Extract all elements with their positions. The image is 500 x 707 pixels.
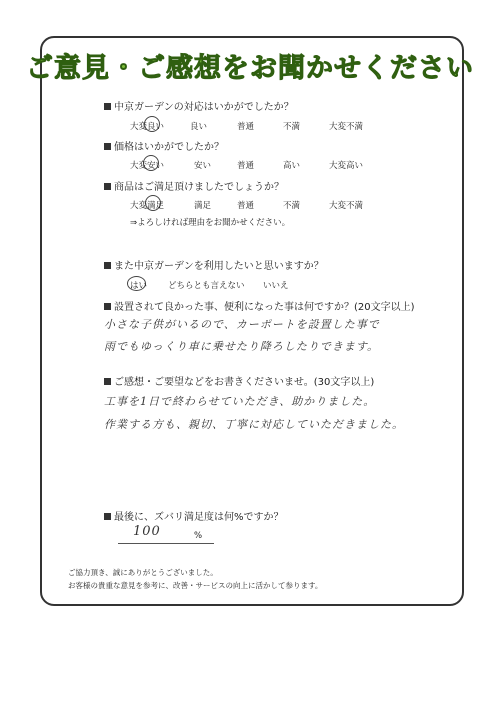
- option[interactable]: 高い: [283, 161, 301, 171]
- handwritten-percent: 100: [133, 524, 161, 539]
- question-benefits: [104, 298, 415, 313]
- option[interactable]: 普通: [237, 122, 255, 132]
- reason-prompt: ⇒よろしければ理由をお聞かせください。: [130, 218, 291, 228]
- option[interactable]: 不満: [283, 122, 301, 132]
- option[interactable]: 大変安い: [130, 161, 165, 171]
- footer-thanks: ご協力頂き、誠にありがとうございました。: [68, 568, 218, 577]
- footer-message: お客様の貴重な意見を参考に、改善・サービスの向上に活かして参ります。: [68, 581, 323, 590]
- square-bullet-icon: [104, 183, 111, 190]
- square-bullet-icon: [104, 262, 111, 269]
- percent-unit: %: [194, 531, 203, 541]
- question-label: 最後に、ズバリ満足度は何%ですか？: [114, 512, 284, 523]
- question-satisfaction-percent: [104, 508, 284, 523]
- option[interactable]: いいえ: [263, 281, 289, 291]
- option[interactable]: 満足: [194, 201, 212, 211]
- question-product-satisfaction: [104, 178, 284, 193]
- survey-title: ご意見・ご感想をお聞かせください: [26, 53, 474, 84]
- square-bullet-icon: [104, 303, 111, 310]
- question-label: 設置されて良かった事、便利になった事は何ですか？(20文字以上): [114, 302, 415, 313]
- handwritten-answer: 小さな子供がいるので、カーポートを設置した事で: [104, 318, 380, 331]
- handwritten-answer: 雨でもゆっくり車に乗せたり降ろしたりできます。: [104, 340, 380, 353]
- option[interactable]: 大変高い: [329, 161, 364, 171]
- question-reuse: [104, 257, 324, 272]
- answer-underline: [118, 543, 214, 544]
- question-label: 商品はご満足頂けましたでしょうか？: [114, 182, 284, 193]
- option[interactable]: 普通: [237, 201, 255, 211]
- question-label: また中京ガーデンを利用したいと思いますか？: [114, 261, 324, 272]
- option[interactable]: 安い: [194, 161, 212, 171]
- option[interactable]: 普通: [237, 161, 255, 171]
- question-price: [104, 138, 224, 153]
- question-label: 価格はいかがでしたか？: [114, 142, 224, 153]
- square-bullet-icon: [104, 143, 111, 150]
- option[interactable]: 大変良い: [130, 122, 165, 132]
- question-comments: [104, 373, 374, 388]
- option[interactable]: 大変不満: [329, 122, 364, 132]
- option[interactable]: はい: [130, 281, 148, 291]
- question-staff-response: [104, 98, 294, 113]
- question-label: ご感想・ご要望などをお書きくださいませ。(30文字以上): [114, 377, 375, 388]
- square-bullet-icon: [104, 378, 111, 385]
- question-label: 中京ガーデンの対応はいかがでしたか？: [114, 102, 294, 113]
- option[interactable]: 大変満足: [130, 201, 165, 211]
- option[interactable]: どちらとも言えない: [168, 281, 245, 291]
- option[interactable]: 不満: [283, 201, 301, 211]
- square-bullet-icon: [104, 513, 111, 520]
- handwritten-answer: 工事を1日で終わらせていただき、助かりました。: [104, 395, 376, 408]
- option[interactable]: 良い: [190, 122, 208, 132]
- square-bullet-icon: [104, 103, 111, 110]
- handwritten-answer: 作業する方も、親切、丁寧に対応していただきました。: [104, 418, 404, 431]
- option[interactable]: 大変不満: [329, 201, 364, 211]
